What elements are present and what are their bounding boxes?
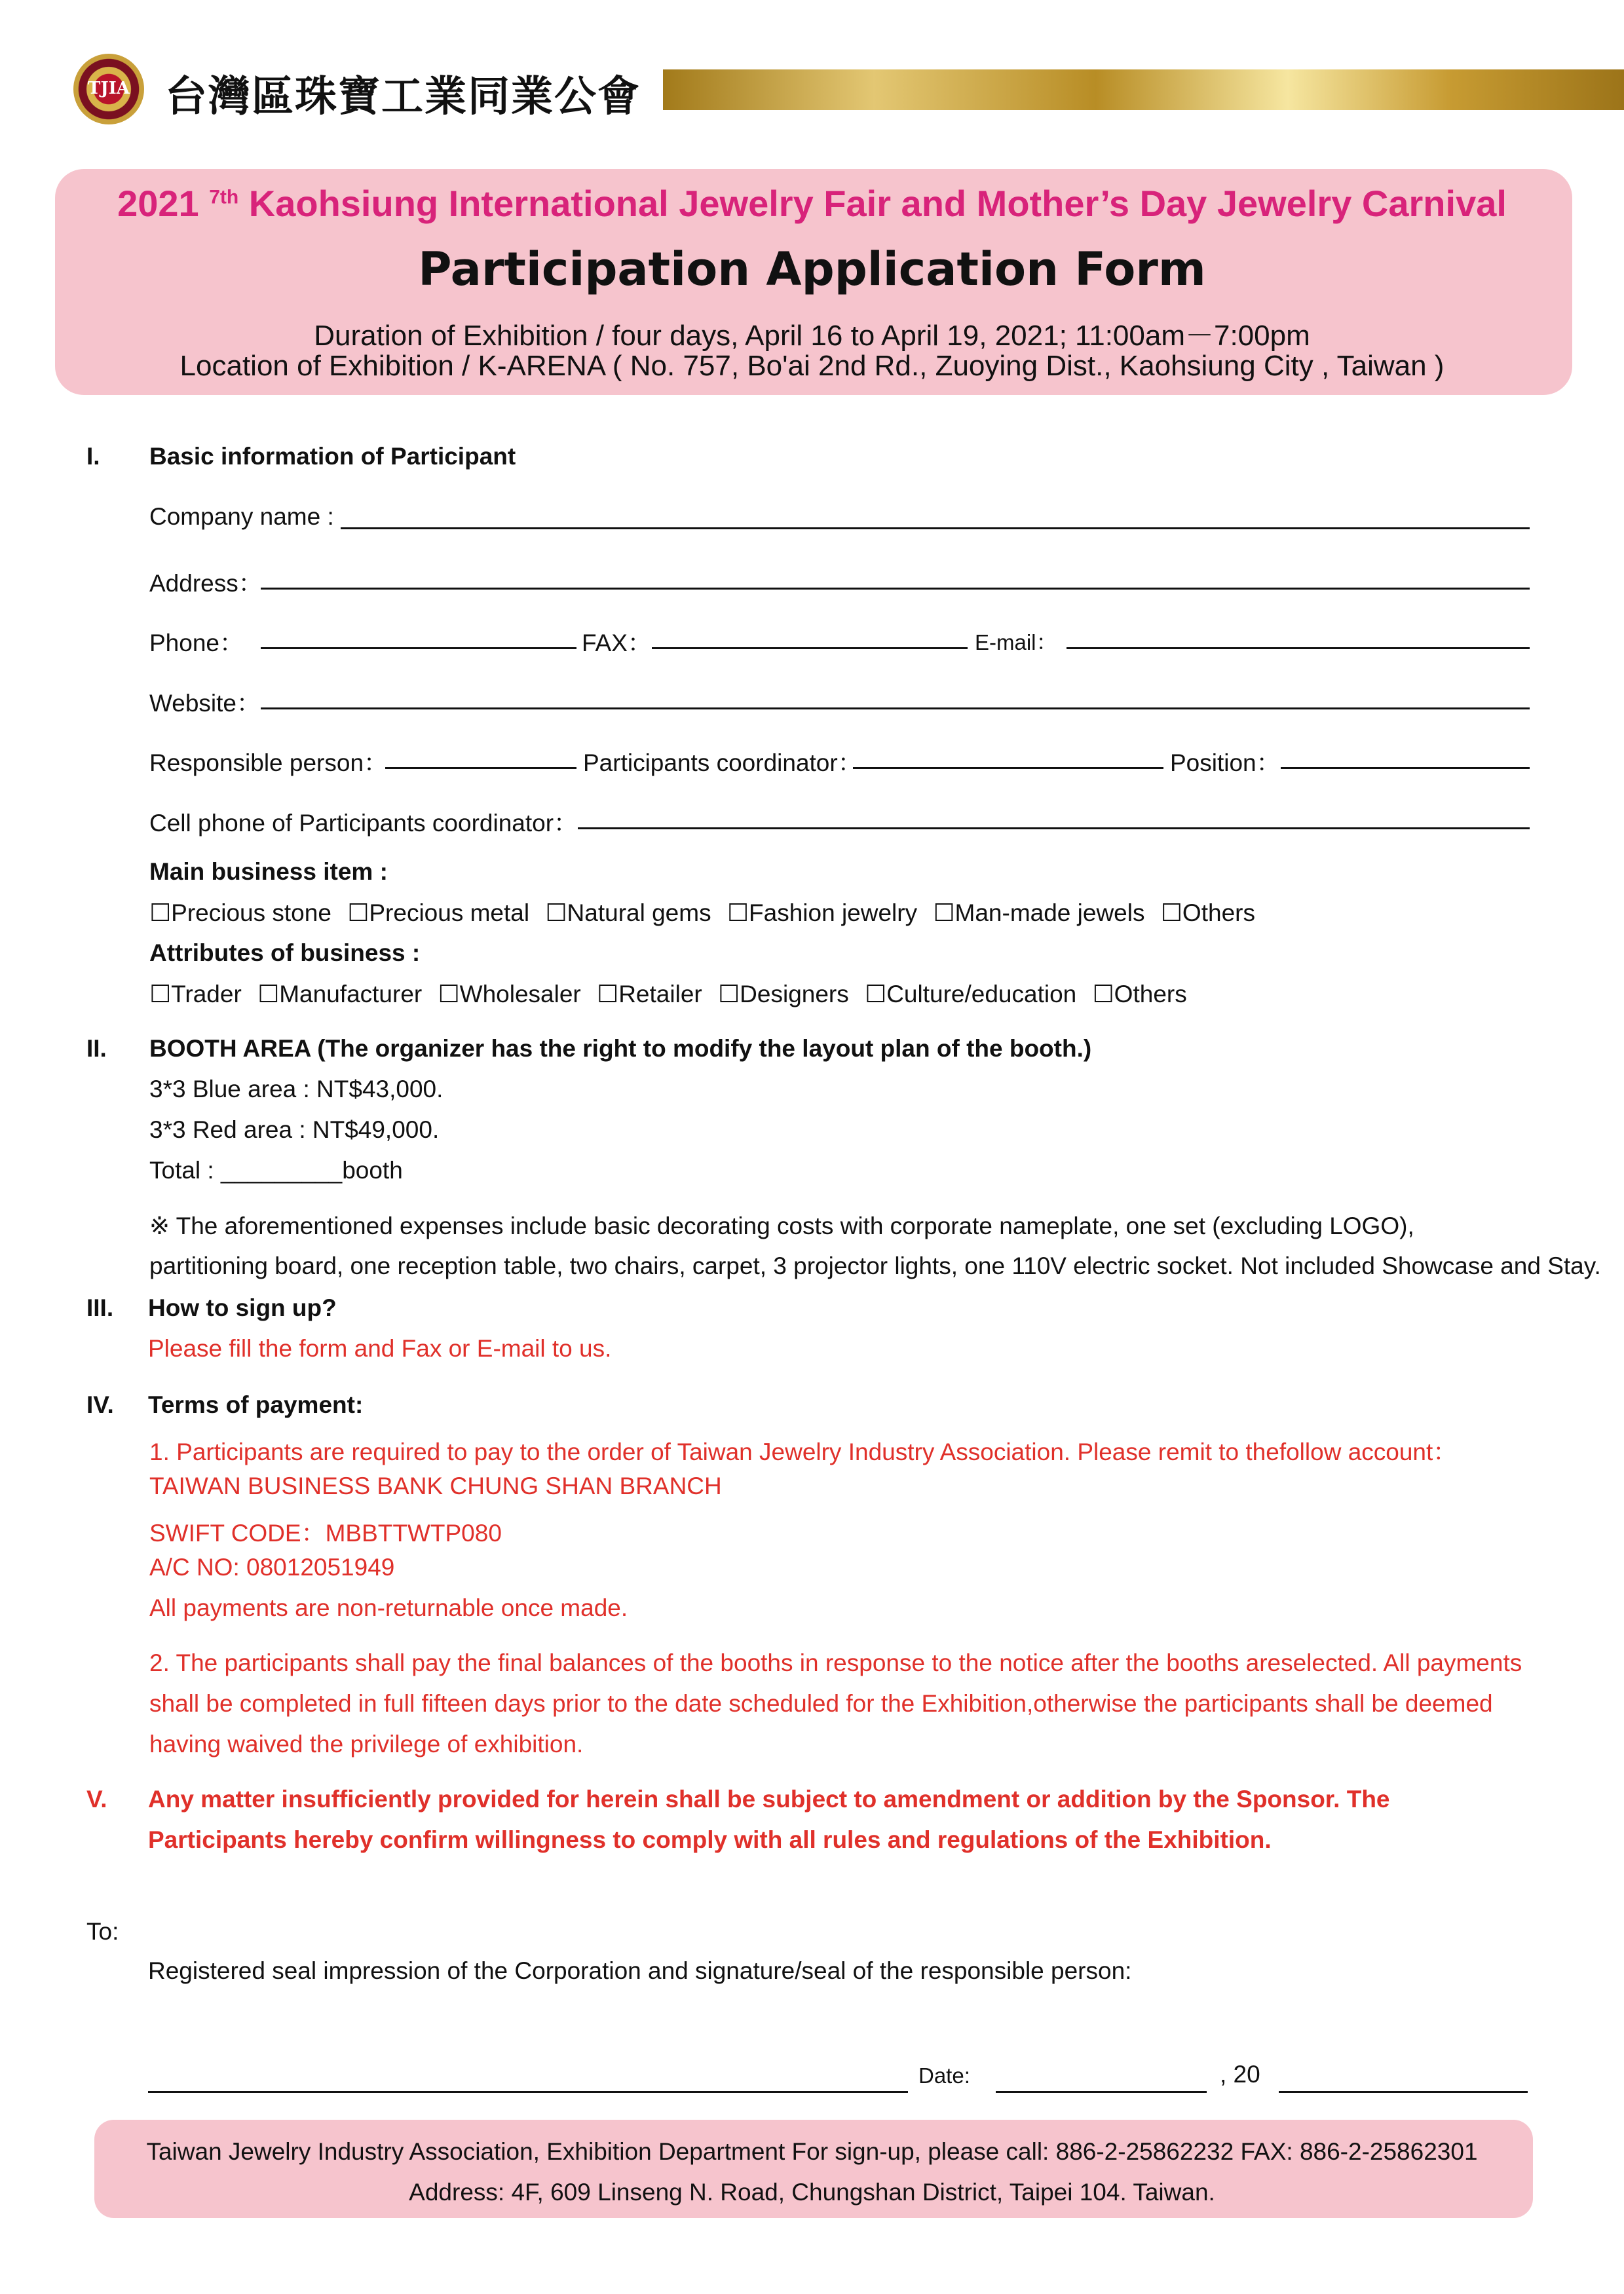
swift-code: SWIFT CODE：MBBTTWTP080 [149, 1520, 502, 1547]
section-5-number: V. [86, 1786, 107, 1813]
option-designers[interactable]: ☐Designers [718, 981, 849, 1007]
main-business-heading: Main business item : [149, 858, 388, 885]
option-natural-gems[interactable]: ☐Natural gems [545, 899, 711, 926]
section-1-heading: Basic information of Participant [149, 443, 516, 470]
position-label: Position： [1170, 749, 1281, 776]
address-field[interactable] [261, 588, 1530, 590]
email-field[interactable] [1067, 647, 1530, 649]
option-others-attribute[interactable]: ☐Others [1092, 981, 1187, 1007]
position-field[interactable] [1281, 767, 1530, 769]
option-others-business[interactable]: ☐Others [1160, 899, 1255, 926]
section-2-number: II. [86, 1035, 107, 1062]
option-precious-stone[interactable]: ☐Precious stone [149, 899, 331, 926]
sign-up-instructions: Please fill the form and Fax or E-mail to us. [148, 1335, 612, 1362]
phone-label: Phone： [149, 630, 244, 656]
option-fashion-jewelry[interactable]: ☐Fashion jewelry [727, 899, 918, 926]
payment-paragraph-2-line-3: having waived the privilege of exhibition. [149, 1731, 584, 1758]
option-manufacturer[interactable]: ☐Manufacturer [257, 981, 423, 1007]
date-field[interactable] [996, 2091, 1207, 2093]
fair-year: 2021 [117, 183, 199, 224]
responsible-person-field[interactable] [385, 767, 576, 769]
coordinator-cell-label: Cell phone of Participants coordinator： [149, 810, 578, 837]
section-3-heading: How to sign up? [148, 1294, 337, 1321]
logo-text: TJIA [88, 79, 130, 98]
date-label: Date: [918, 2063, 970, 2088]
attributes-heading: Attributes of business : [149, 939, 421, 966]
to-label: To: [86, 1918, 119, 1945]
company-name-field[interactable] [341, 527, 1530, 529]
fair-edition: 7th [209, 186, 239, 208]
non-returnable-note: All payments are non-returnable once made. [149, 1594, 628, 1621]
payment-paragraph-2-line-1: 2. The participants shall pay the final balances of the booths in response to the notice after the booths areselected. All payments [149, 1649, 1522, 1676]
fair-title [0, 182, 1624, 225]
responsible-person-label: Responsible person： [149, 749, 388, 776]
address-label: Address： [149, 570, 263, 597]
option-trader[interactable]: ☐Trader [149, 981, 242, 1007]
footer-address: Address: 4F, 609 Linseng N. Road, Chungshan District, Taipei 104. Taiwan. [409, 2179, 1215, 2206]
booth-note-line-1: ※ The aforementioned expenses include basic decorating costs with corporate nameplate, one set (excluding LOGO), [149, 1213, 1414, 1239]
organization-name: 台灣區珠寶工業同業公會 [165, 73, 641, 121]
main-business-options [149, 899, 1255, 927]
gold-header-bar [663, 69, 1624, 110]
email-label: E-mail： [975, 630, 1058, 654]
section-4-number: IV. [86, 1391, 114, 1418]
option-retailer[interactable]: ☐Retailer [597, 981, 702, 1007]
account-number: A/C NO: 08012051949 [149, 1554, 395, 1581]
coordinator-field[interactable] [853, 767, 1163, 769]
section-3-number: III. [86, 1294, 114, 1321]
coordinator-label: Participants coordinator： [583, 749, 862, 776]
section-4-heading: Terms of payment: [148, 1391, 364, 1418]
phone-field[interactable] [261, 647, 576, 649]
option-man-made-jewels[interactable]: ☐Man-made jewels [933, 899, 1145, 926]
red-area-price: 3*3 Red area : NT$49,000. [149, 1116, 440, 1143]
booth-note-line-2: partitioning board, one reception table, two chairs, carpet, 3 projector lights, one 110V electric socket. Not included Showcase and Stay. [149, 1252, 1601, 1279]
total-booth: Total : _________booth [149, 1157, 403, 1184]
attributes-options [149, 980, 1187, 1008]
seal-instruction: Registered seal impression of the Corporation and signature/seal of the responsible person: [148, 1957, 1132, 1984]
section-2-heading: BOOTH AREA (The organizer has the right to modify the layout plan of the booth.) [149, 1035, 1092, 1062]
section-5-line-1: Any matter insufficiently provided for herein shall be subject to amendment or addition by the Sponsor. The [148, 1786, 1390, 1813]
website-label: Website： [149, 690, 261, 717]
payment-paragraph-1: 1. Participants are required to pay to the order of Taiwan Jewelry Industry Association. Please remit to thefollow account： [149, 1438, 1458, 1465]
form-title: Participation Application Form [418, 242, 1206, 296]
option-culture-education[interactable]: ☐Culture/education [865, 981, 1077, 1007]
exhibition-location: Location of Exhibition / K-ARENA ( No. 757, Bo'ai 2nd Rd., Zuoying Dist., Kaohsiung City , Taiwan ) [179, 350, 1445, 382]
signature-field[interactable] [148, 2091, 908, 2093]
payment-paragraph-2-line-2: shall be completed in full fifteen days prior to the date scheduled for the Exhibition,otherwise the participants shall be deemed [149, 1690, 1493, 1717]
year-field[interactable] [1279, 2091, 1528, 2093]
footer-contact: Taiwan Jewelry Industry Association, Exhibition Department For sign-up, please call: 886-2-25862232 FAX: 886-2-25862301 [146, 2138, 1478, 2165]
year-prefix: , 20 [1220, 2061, 1260, 2088]
bank-name: TAIWAN BUSINESS BANK CHUNG SHAN BRANCH [149, 1473, 722, 1499]
blue-area-price: 3*3 Blue area : NT$43,000. [149, 1076, 444, 1102]
coordinator-cell-field[interactable] [578, 827, 1530, 829]
exhibition-duration: Duration of Exhibition / four days, April 16 to April 19, 2021; 11:00am－7:00pm [314, 320, 1310, 352]
association-logo [73, 54, 144, 124]
fair-name: Kaohsiung International Jewelry Fair and Mother’s Day Jewelry Carnival [248, 183, 1507, 224]
option-wholesaler[interactable]: ☐Wholesaler [438, 981, 581, 1007]
fax-field[interactable] [652, 647, 968, 649]
section-5-line-2: Participants hereby confirm willingness to comply with all rules and regulations of the Exhibition. [148, 1826, 1272, 1853]
option-precious-metal[interactable]: ☐Precious metal [347, 899, 530, 926]
company-name-label: Company name : [149, 503, 334, 530]
section-1-number: I. [86, 443, 100, 470]
fax-label: FAX： [582, 630, 652, 656]
website-field[interactable] [261, 707, 1530, 709]
